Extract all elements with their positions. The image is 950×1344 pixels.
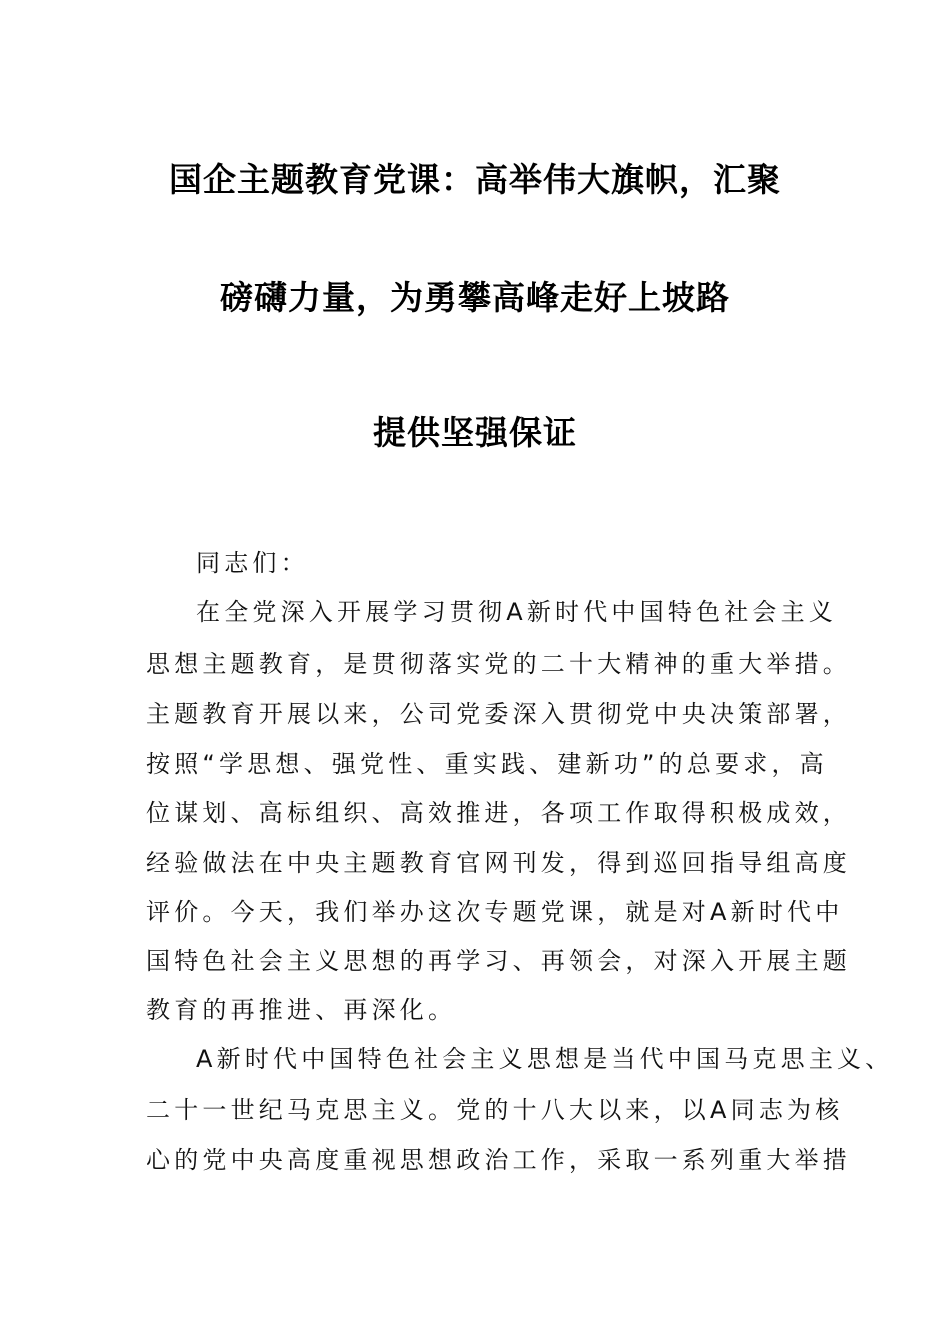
paragraph-1-line-9: 教育的再推进、再深化。 xyxy=(146,996,457,1024)
paragraph-2-line-2: 二十一世纪马克思主义。党的十八大以来，以A同志为核 xyxy=(146,1096,844,1124)
paragraph-1-line-3: 主题教育开展以来，公司党委深入贯彻党中央决策部署， xyxy=(146,700,851,728)
document-title-line-2: 磅礴力量，为勇攀高峰走好上坡路 xyxy=(220,278,730,317)
paragraph-1-line-5: 位谋划、高标组织、高效推进，各项工作取得积极成效， xyxy=(146,799,851,827)
document-title-line-3: 提供坚强保证 xyxy=(373,413,577,452)
paragraph-1-line-6: 经验做法在中央主题教育官网刊发，得到巡回指导组高度 xyxy=(146,849,851,877)
paragraph-1-line-8: 国特色社会主义思想的再学习、再领会，对深入开展主题 xyxy=(146,947,851,975)
salutation: 同志们： xyxy=(196,549,309,577)
paragraph-1-line-1: 在全党深入开展学习贯彻A新时代中国特色社会主义 xyxy=(196,598,838,626)
paragraph-1-line-7: 评价。今天，我们举办这次专题党课，就是对A新时代中 xyxy=(146,898,844,926)
paragraph-2-line-3: 心的党中央高度重视思想政治工作，采取一系列重大举措 xyxy=(146,1146,851,1174)
paragraph-1-line-4: 按照“学思想、强党性、重实践、建新功”的总要求，高 xyxy=(146,750,828,778)
paragraph-2-line-1: A新时代中国特色社会主义思想是当代中国马克思主义、 xyxy=(196,1045,894,1073)
paragraph-1-line-2: 思想主题教育，是贯彻落实党的二十大精神的重大举措。 xyxy=(146,650,851,678)
document-title-line-1: 国企主题教育党课：高举伟大旗帜，汇聚 xyxy=(169,160,781,199)
